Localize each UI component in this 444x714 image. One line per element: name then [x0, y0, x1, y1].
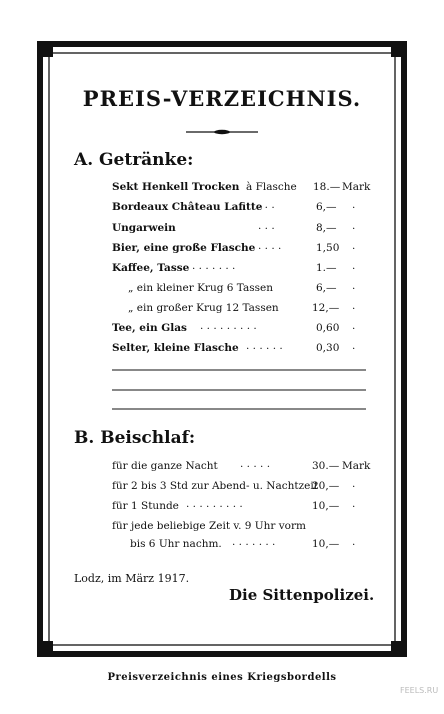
drink-price: 0,30	[316, 342, 340, 354]
drink-name: Bier, eine große Flasche	[112, 242, 256, 254]
section-heading-services: B. Beischlaf:	[74, 428, 196, 448]
service-price: 30.—	[312, 460, 340, 472]
section-heading-drinks: A. Getränke:	[74, 150, 194, 170]
drink-name: „ ein kleiner Krug 6 Tassen	[128, 282, 273, 294]
drink-price: 6,—	[316, 201, 337, 213]
drink-dots: . . . . . . . . .	[200, 320, 257, 332]
service-price: 10,—	[312, 500, 340, 512]
service-unit: Mark	[342, 460, 371, 472]
drink-price: 18.—	[313, 181, 341, 193]
drink-dots: . . .	[258, 199, 275, 211]
drink-dots: . . . .	[258, 240, 282, 252]
service-price: 10,—	[312, 538, 340, 550]
service-unit: .	[352, 536, 356, 548]
service-name: bis 6 Uhr nachm.	[130, 538, 222, 550]
drink-unit: Mark	[342, 181, 371, 193]
place-date: Lodz, im März 1917.	[74, 572, 190, 585]
service-dots: . . . . . . . . .	[186, 498, 243, 510]
drink-dots: . . . . . .	[246, 340, 283, 352]
watermark: FEELS.RU	[400, 686, 439, 695]
drink-unit: .	[352, 300, 356, 312]
drink-unit: .	[352, 220, 356, 232]
service-dots: . . . . .	[240, 458, 271, 470]
service-name: für 1 Stunde	[112, 500, 179, 512]
drink-name: Kaffee, Tasse	[112, 262, 190, 274]
drink-unit: .	[352, 340, 356, 352]
service-price: 20,—	[312, 480, 340, 492]
drink-price: 6,—	[316, 282, 337, 294]
drink-name: Bordeaux Château Lafitte	[112, 201, 263, 213]
drink-name: Sekt Henkell Trocken	[112, 181, 240, 193]
drink-price: 0,60	[316, 322, 340, 334]
service-unit: .	[352, 498, 356, 510]
page-title: PREIS-VERZEICHNIS.	[82, 86, 362, 111]
service-name: für die ganze Nacht	[112, 460, 218, 472]
drink-name: Tee, ein Glas	[112, 322, 187, 334]
caption: Preisverzeichnis eines Kriegsbordells	[107, 672, 337, 683]
drink-unit: .	[352, 280, 356, 292]
signature: Die Sittenpolizei.	[229, 586, 375, 604]
drink-unit: .	[352, 260, 356, 272]
service-name: für 2 bis 3 Std zur Abend- u. Nachtzeit	[112, 480, 318, 492]
drink-price: 8,—	[316, 222, 337, 234]
drink-price: 1.—	[316, 262, 337, 274]
service-dots: . . . . . . .	[232, 536, 276, 548]
drink-price: 12,—	[312, 302, 340, 314]
drink-unit: .	[352, 320, 356, 332]
drink-unit: .	[352, 199, 356, 211]
drink-dots: . . . . . . .	[192, 260, 236, 272]
drink-name: Ungarwein	[112, 222, 176, 234]
drink-qualifier: à Flasche	[246, 181, 297, 193]
drink-dots: . . .	[258, 220, 275, 232]
drink-name: Selter, kleine Flasche	[112, 342, 239, 354]
service-unit: .	[352, 478, 356, 490]
title-ornament	[186, 130, 258, 134]
drink-price: 1,50	[316, 242, 340, 254]
drink-unit: .	[352, 240, 356, 252]
drink-name: „ ein großer Krug 12 Tassen	[128, 302, 279, 314]
service-name: für jede beliebige Zeit v. 9 Uhr vorm	[112, 520, 306, 532]
